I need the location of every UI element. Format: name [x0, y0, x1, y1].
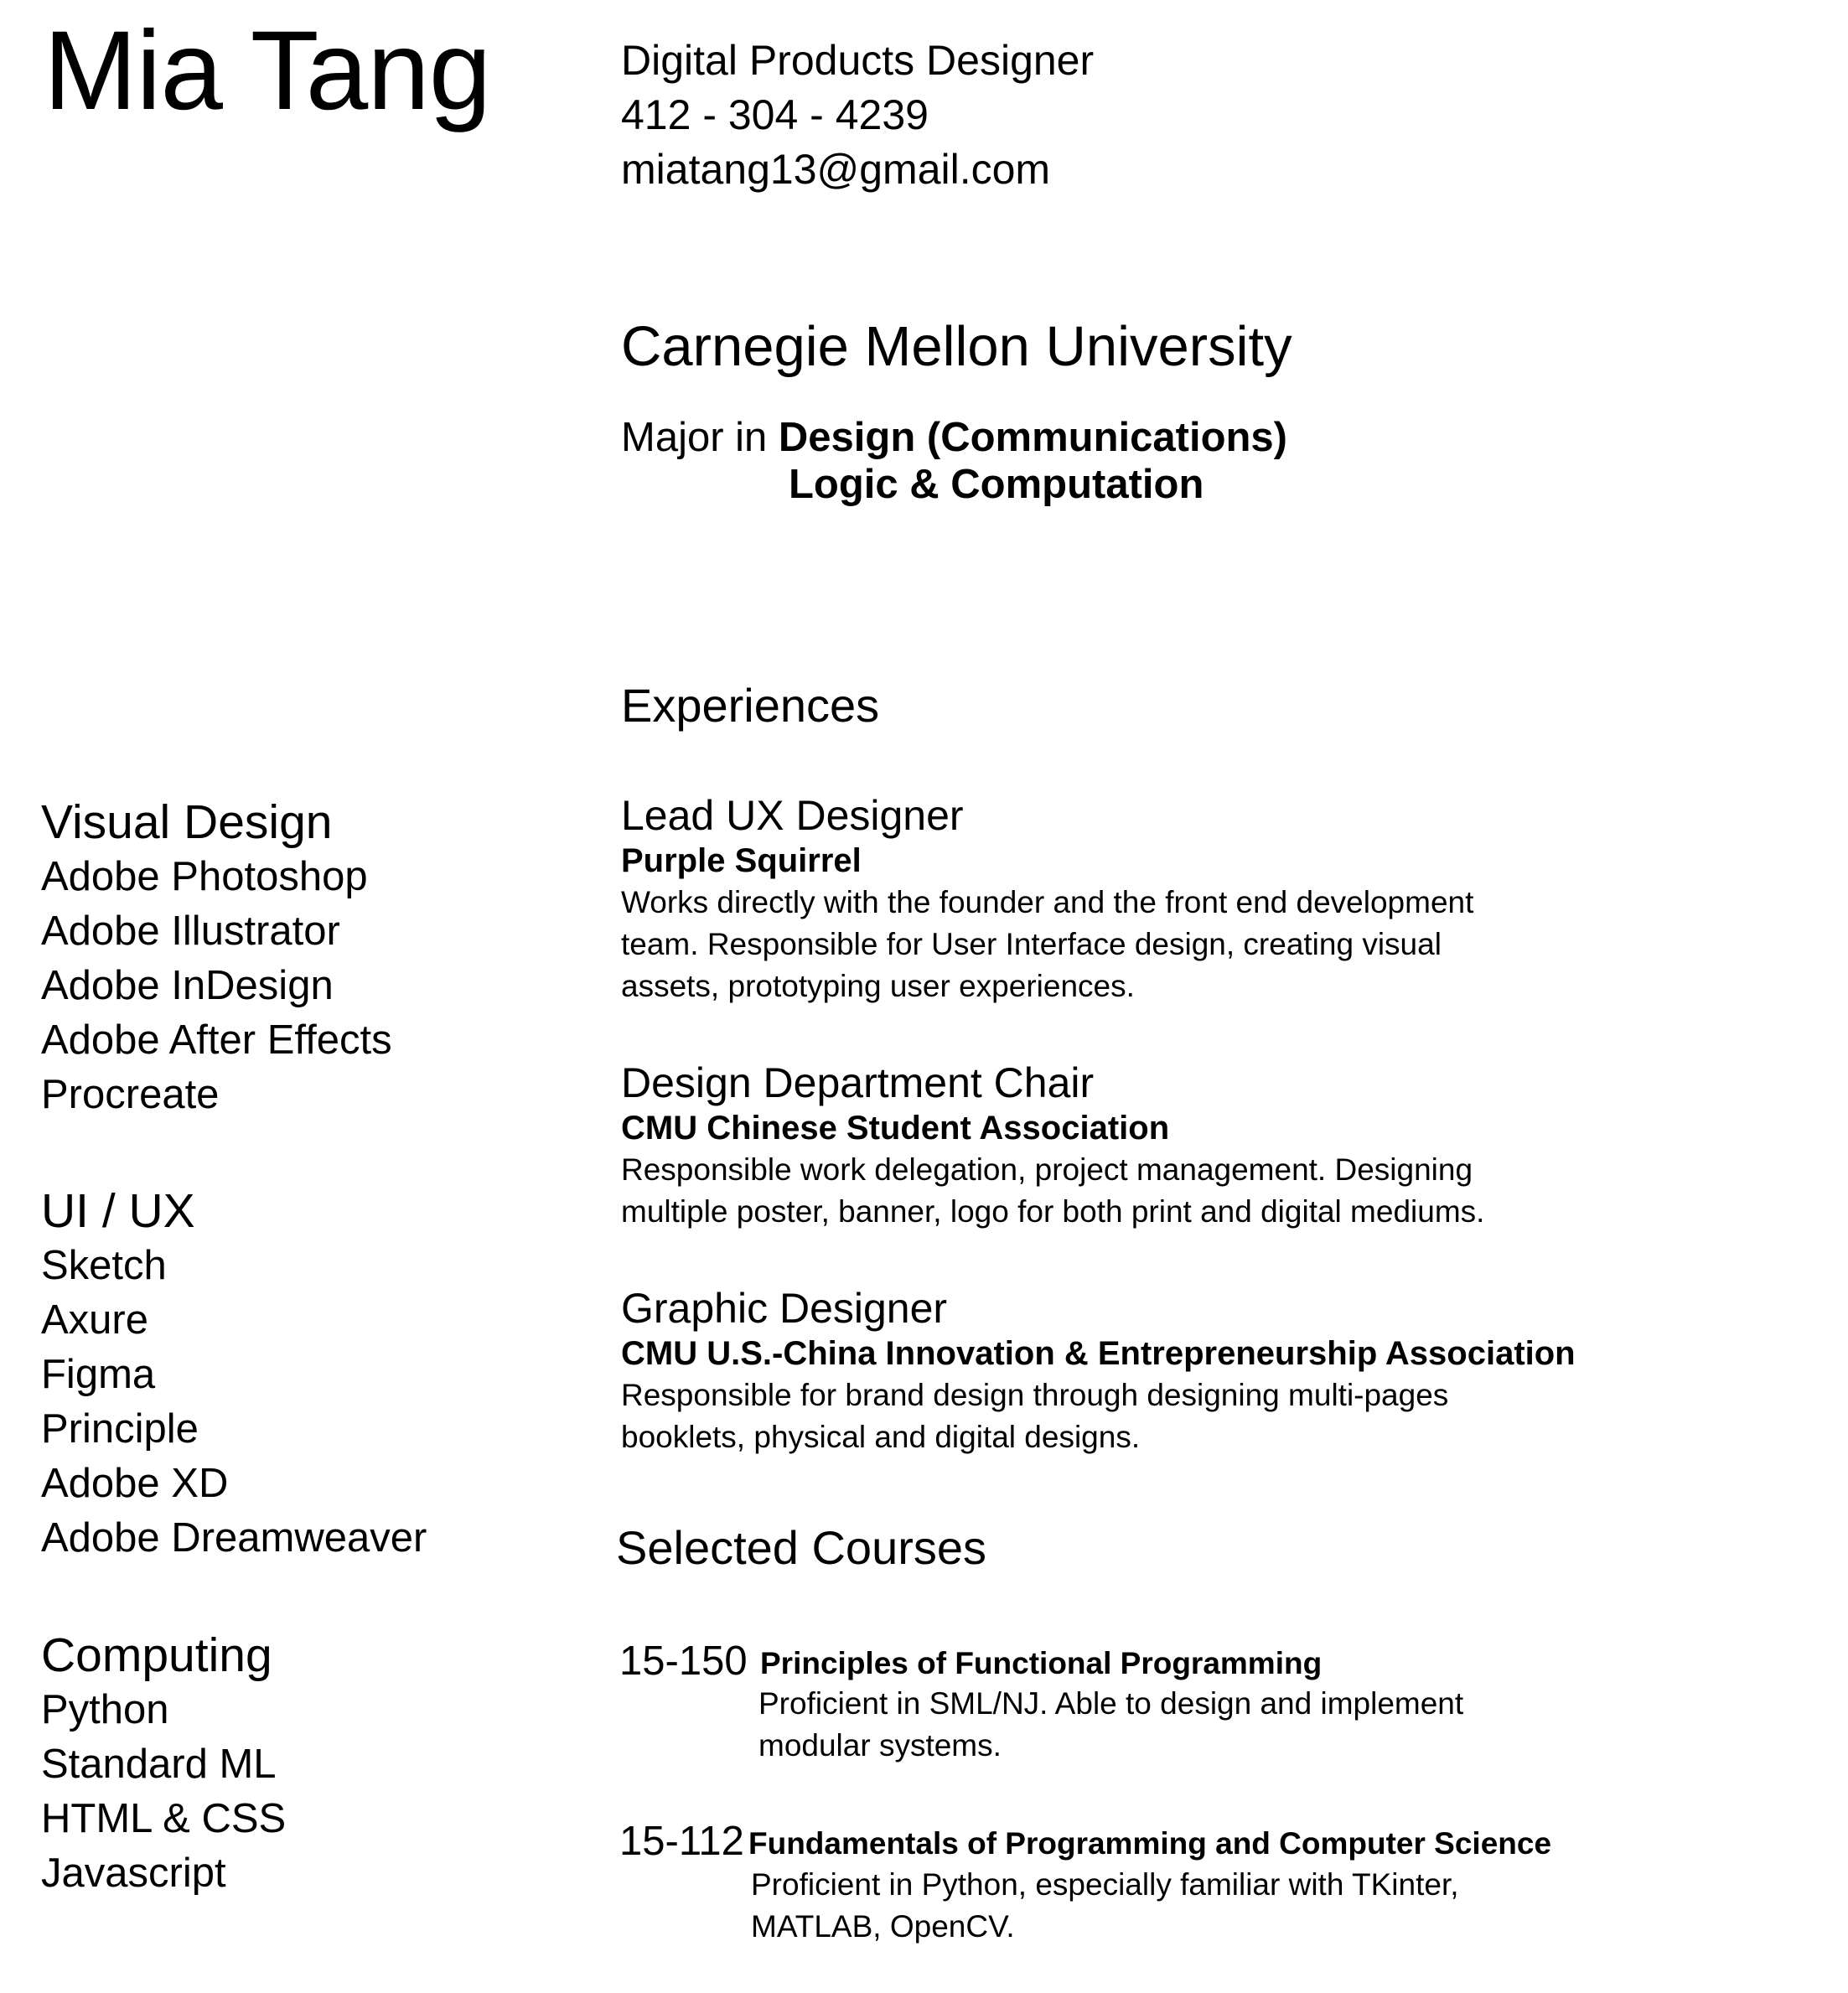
skill-item: Adobe Illustrator — [41, 908, 340, 954]
skill-group-visual-design — [41, 795, 392, 1122]
course-title: Fundamentals of Programming and Computer Science — [748, 1826, 1552, 1861]
course-code: 15-112 — [619, 1819, 744, 1864]
skill-list — [41, 1239, 427, 1566]
skill-heading: Computing — [41, 1628, 272, 1682]
course-description — [751, 1864, 1459, 1948]
description-line: MATLAB, OpenCV. — [751, 1909, 1015, 1944]
description-line: Proficient in SML/NJ. Able to design and implement — [758, 1686, 1464, 1721]
skill-item: Procreate — [41, 1072, 220, 1117]
major-line — [621, 414, 1287, 461]
experience-entry — [621, 791, 1501, 1007]
course-title: Principles of Functional Programming — [760, 1646, 1323, 1680]
course-description — [758, 1683, 1463, 1767]
skill-item: Figma — [41, 1352, 156, 1397]
skill-item: Axure — [41, 1297, 149, 1343]
description-line: booklets, physical and digital designs. — [621, 1420, 1141, 1454]
skill-item: Adobe InDesign — [41, 963, 334, 1008]
experience-entry — [621, 1284, 1576, 1458]
university-name: Carnegie Mellon University — [621, 315, 1292, 378]
description-line: multiple poster, banner, logo for both print and digital mediums. — [621, 1194, 1485, 1229]
skill-list — [41, 850, 392, 1122]
description-line: team. Responsible for User Interface design, creating visual — [621, 927, 1442, 961]
email-address: miatang13@gmail.com — [621, 146, 1051, 193]
phone-number: 412 - 304 - 4239 — [621, 91, 929, 138]
courses-heading: Selected Courses — [616, 1521, 987, 1574]
job-organization: CMU Chinese Student Association — [621, 1110, 1170, 1147]
skill-item: HTML & CSS — [41, 1796, 287, 1841]
job-organization: Purple Squirrel — [621, 842, 862, 879]
person-name: Mia Tang — [44, 8, 491, 133]
minor-name: Logic & Computation — [789, 462, 1204, 507]
skill-item: Sketch — [41, 1243, 167, 1288]
skill-item: Adobe After Effects — [41, 1017, 392, 1063]
description-line: assets, prototyping user experiences. — [621, 969, 1135, 1003]
job-description — [621, 882, 1501, 1007]
skill-item: Principle — [41, 1406, 199, 1452]
job-role: Digital Products Designer — [621, 37, 1095, 84]
experiences-heading: Experiences — [621, 679, 880, 732]
skill-heading: UI / UX — [41, 1184, 195, 1238]
major-prefix: Major in — [621, 415, 768, 460]
job-organization: CMU U.S.-China Innovation & Entrepreneurship Association — [621, 1335, 1576, 1372]
contact-block — [621, 34, 1094, 197]
major-name: Design (Communications) — [778, 415, 1287, 460]
description-line: Responsible for brand design through designing multi-pages — [621, 1378, 1449, 1412]
job-description — [621, 1149, 1501, 1233]
job-title: Design Department Chair — [621, 1059, 1095, 1106]
description-line: Responsible work delegation, project management. Designing — [621, 1152, 1473, 1187]
skill-item: Adobe Photoshop — [41, 854, 368, 899]
description-line: modular systems. — [758, 1728, 1002, 1763]
job-title: Graphic Designer — [621, 1285, 948, 1332]
skill-item: Standard ML — [41, 1742, 277, 1787]
skill-list — [41, 1683, 286, 1901]
job-description — [621, 1374, 1501, 1458]
skill-heading: Visual Design — [41, 795, 333, 849]
skill-item: Adobe Dreamweaver — [41, 1515, 427, 1561]
job-title: Lead UX Designer — [621, 792, 964, 839]
experience-entry — [621, 1059, 1501, 1233]
skill-group-computing — [41, 1628, 286, 1901]
skill-item: Javascript — [41, 1851, 226, 1896]
skill-group-ui-ux — [41, 1183, 427, 1566]
description-line: Proficient in Python, especially familiar with TKinter, — [751, 1867, 1459, 1902]
description-line: Works directly with the founder and the front end development — [621, 885, 1474, 919]
course-code: 15-150 — [619, 1638, 748, 1684]
skill-item: Adobe XD — [41, 1461, 229, 1506]
skill-item: Python — [41, 1687, 169, 1732]
